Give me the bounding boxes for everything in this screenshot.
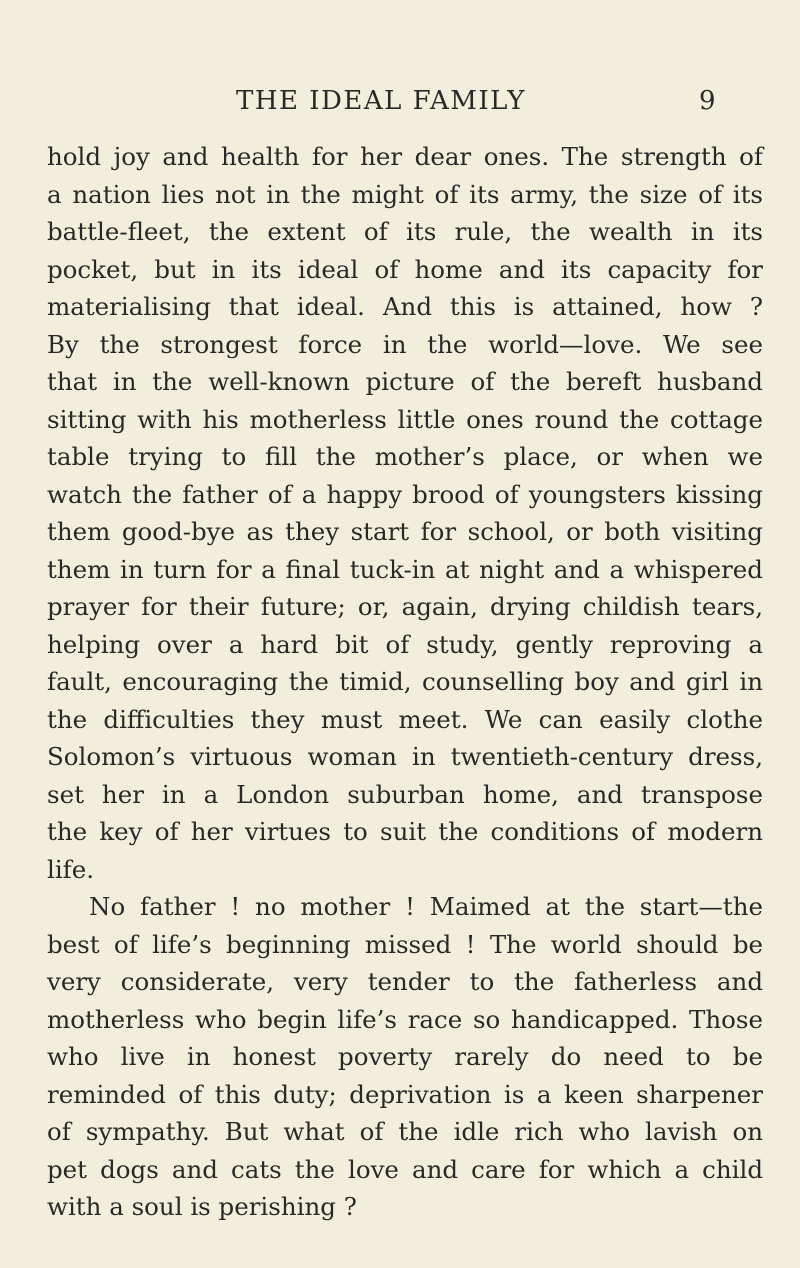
text-line: them good-bye as they start for school, or both visiting (47, 517, 763, 546)
page-number: 9 (698, 86, 717, 116)
text-line: the difficulties they must meet. We can easily clothe (47, 704, 763, 734)
text-line: of sympathy. But what of the idle rich who lavish on (47, 1117, 763, 1146)
text-line: pocket, but in its ideal of home and its capacity for (47, 254, 763, 284)
text-line: hold joy and health for her dear ones. The strength of (47, 142, 763, 171)
body-text (47, 138, 763, 1226)
text-line: By the strongest force in the world—love. We see (47, 329, 763, 359)
text-line: helping over a hard bit of study, gently reproving a (47, 629, 763, 659)
text-line: them in turn for a final tuck-in at night and a whispered (47, 554, 763, 584)
text-line: that in the well-known picture of the bereft husband (47, 367, 763, 396)
text-line: life. (47, 854, 95, 884)
text-line: who live in honest poverty rarely do need to be (47, 1042, 763, 1071)
text-line: sitting with his motherless little ones round the cottage (47, 404, 763, 434)
running-head (236, 86, 716, 120)
text-line: battle-fleet, the extent of its rule, the wealth in its (47, 217, 763, 246)
text-line: prayer for their future; or, again, drying childish tears, (47, 592, 763, 621)
text-line: best of life’s beginning missed ! The world should be (47, 929, 763, 959)
running-title: THE IDEAL FAMILY (236, 86, 526, 116)
text-line: a nation lies not in the might of its army, the size of its (47, 179, 763, 209)
text-line: reminded of this duty; deprivation is a keen sharpener (47, 1079, 763, 1109)
text-line: table trying to fill the mother’s place, or when we (47, 442, 763, 471)
text-line: with a soul is perishing ? (47, 1192, 357, 1221)
text-line: very considerate, very tender to the fatherless and (47, 967, 763, 996)
text-line: pet dogs and cats the love and care for which a child (47, 1154, 763, 1184)
text-line: set her in a London suburban home, and transpose (47, 779, 763, 809)
text-line: No father ! no mother ! Maimed at the start—the (89, 892, 763, 921)
text-line: motherless who begin life’s race so handicapped. Those (47, 1004, 763, 1034)
text-line: watch the father of a happy brood of youngsters kissing (47, 479, 763, 509)
text-line: the key of her virtues to suit the conditions of modern (47, 817, 763, 846)
text-line: materialising that ideal. And this is attained, how ? (47, 292, 763, 321)
text-line: fault, encouraging the timid, counselling boy and girl in (47, 667, 763, 696)
text-line: Solomon’s virtuous woman in twentieth-century dress, (47, 742, 763, 771)
